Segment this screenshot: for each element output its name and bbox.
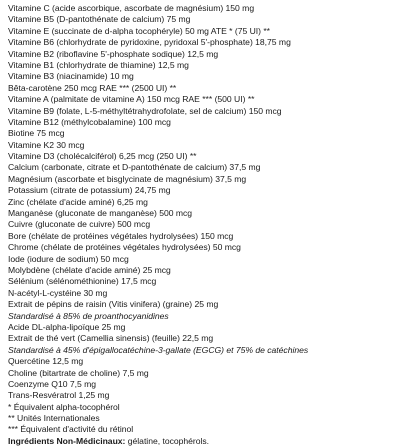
non-medicinal-heading: Ingrédients Non-Médicinaux: <box>8 435 126 446</box>
ingredient-line: Extrait de pépins de raisin (Vitis vinifera) (graine) 25 mg <box>8 299 219 310</box>
ingredient-line: Zinc (chélate d'acide aminé) 6,25 mg <box>8 196 148 207</box>
ingredient-line: Chrome (chélate de protéines végétales hydrolysées) 50 mcg <box>8 242 241 253</box>
ingredient-line: Cuivre (gluconate de cuivre) 500 mcg <box>8 219 151 230</box>
footnote-line: ** Unités Internationales <box>8 413 100 424</box>
ingredient-line: N-acétyl-L-cystéine 30 mg <box>8 287 108 298</box>
ingredient-line: Vitamine C (acide ascorbique, ascorbate de magnésium) 150 mg <box>8 3 255 13</box>
ingredient-line: Biotine 75 mcg <box>8 128 65 139</box>
ingredient-line: Trans-Resvératrol 1,25 mg <box>8 390 110 401</box>
ingredient-line: Sélénium (sélénométhionine) 17,5 mcg <box>8 276 157 287</box>
ingredient-line: Vitamine D3 (cholécalciférol) 6,25 mcg (250 UI) ** <box>8 151 197 162</box>
ingredient-line: Quercétine 12,5 mg <box>8 356 84 367</box>
ingredient-line: Vitamine A (palmitate de vitamine A) 150 mcg RAE *** (500 UI) ** <box>8 94 255 105</box>
ingredient-line: Vitamine K2 30 mcg <box>8 139 85 150</box>
ingredient-line: Coenzyme Q10 7,5 mg <box>8 378 96 389</box>
ingredient-line: Vitamine B12 (méthylcobalamine) 100 mcg <box>8 116 171 127</box>
standardization-note: Standardisé à 85% de proanthocyanidines <box>8 310 169 321</box>
ingredient-line: Choline (bitartrate de choline) 7,5 mg <box>8 367 149 378</box>
ingredient-line: Vitamine B5 (D-pantothénate de calcium) 75 mg <box>8 14 191 25</box>
ingredient-line: Vitamine B2 (riboflavine 5'-phosphate sodique) 12,5 mg <box>8 48 219 59</box>
ingredient-line: Vitamine B1 (chlorhydrate de thiamine) 12,5 mg <box>8 59 189 70</box>
ingredient-line: Magnésium (ascorbate et bisglycinate de magnésium) 37,5 mg <box>8 173 247 184</box>
ingredient-line: Bêta-carotène 250 mcg RAE *** (2500 UI) ** <box>8 82 177 93</box>
non-medicinal-ingredients <box>8 436 398 447</box>
ingredient-line: Extrait de thé vert (Camellia sinensis) (feuille) 22,5 mg <box>8 333 214 344</box>
footnote-line: *** Équivalent d'activité du rétinol <box>8 424 134 435</box>
ingredient-line: Vitamine B6 (chlorhydrate de pyridoxine, pyridoxal 5'-phosphate) 18,75 mg <box>8 37 291 48</box>
ingredient-line: Bore (chélate de protéines végétales hydrolysées) 150 mcg <box>8 230 234 241</box>
ingredient-line: Manganèse (gluconate de manganèse) 500 mcg <box>8 208 193 219</box>
ingredient-line: Vitamine B9 (folate, L-5-méthyltétrahydrofolate, sel de calcium) 150 mcg <box>8 105 282 116</box>
ingredient-line: Vitamine E (succinate de d-alpha tocophéryle) 50 mg ATE * (75 UI) ** <box>8 25 270 36</box>
ingredient-line: Iode (iodure de sodium) 50 mcg <box>8 253 129 264</box>
ingredient-line: Potassium (citrate de potassium) 24,75 mg <box>8 185 171 196</box>
ingredient-line: Acide DL-alpha-lipoïque 25 mg <box>8 321 126 332</box>
footnote-line: * Équivalent alpha-tocophérol <box>8 401 120 412</box>
non-medicinal-text: gélatine, tocophérols. <box>125 435 210 446</box>
standardization-note: Standardisé à 45% d'épigallocatéchine-3-gallate (EGCG) et 75% de catéchines <box>8 344 309 355</box>
ingredient-line: Calcium (carbonate, citrate et D-pantothénate de calcium) 37,5 mg <box>8 162 261 173</box>
ingredient-line: Molybdène (chélate d'acide aminé) 25 mcg <box>8 264 171 275</box>
ingredient-line: Vitamine B3 (niacinamide) 10 mg <box>8 71 134 82</box>
supplement-label <box>8 3 398 447</box>
